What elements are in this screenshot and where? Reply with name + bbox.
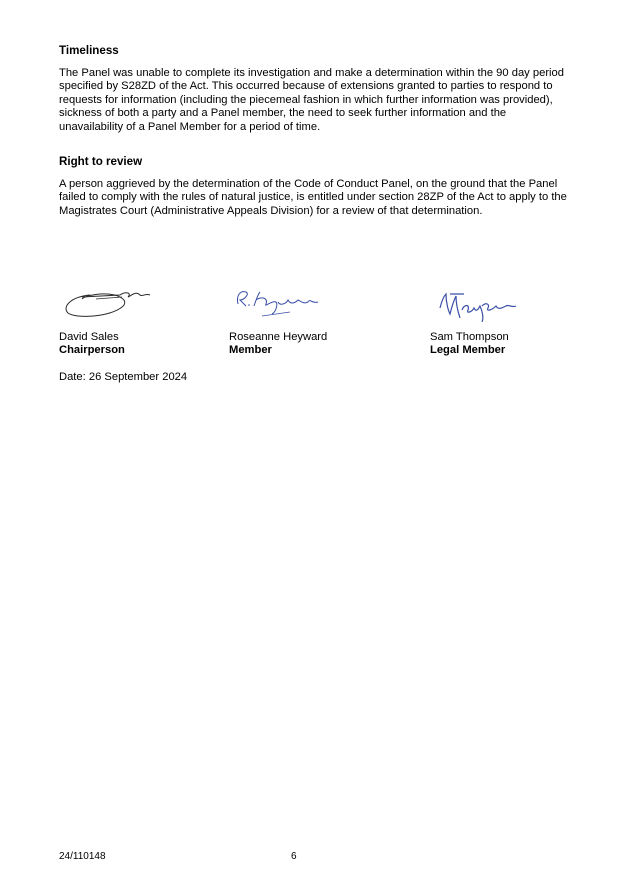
section-body-right-to-review: A person aggrieved by the determination of the Code of Conduct Panel, on the ground that the Panel failed to comply with the rules of natural justice, is entitled under section 28ZP of the Act to apply to the Magistrates Court (Administrative Appeals Division) for a review of that determination. — [59, 178, 567, 217]
section-heading-timeliness: Timeliness — [59, 44, 119, 57]
section-body-timeliness: The Panel was unable to complete its investigation and make a determination within the 90 day period specified by S28ZD of the Act. This occurred because of extensions granted to parties to respond to requests for information (including the piecemeal fashion in which further information was provided), sickness of both a party and a Panel member, the need to seek further information and the unavailability of a Panel Member for a period of time. — [59, 67, 564, 133]
signatory-name-sam-thompson: Sam Thompson — [430, 331, 509, 343]
page-number: 6 — [291, 851, 297, 862]
section-heading-right-to-review: Right to review — [59, 155, 143, 168]
signatory-role-member: Member — [229, 344, 272, 356]
signatory-name-roseanne-heyward: Roseanne Heyward — [229, 331, 328, 343]
signatory-name-david-sales: David Sales — [59, 331, 119, 343]
footer-reference: 24/110148 — [59, 851, 106, 862]
date-line: Date: 26 September 2024 — [59, 371, 188, 383]
signatory-role-legal-member: Legal Member — [430, 344, 506, 356]
signature-david-sales — [60, 285, 152, 323]
signature-sam-thompson — [436, 288, 518, 322]
signature-roseanne-heyward — [232, 286, 324, 320]
signatory-role-chairperson: Chairperson — [59, 344, 125, 356]
